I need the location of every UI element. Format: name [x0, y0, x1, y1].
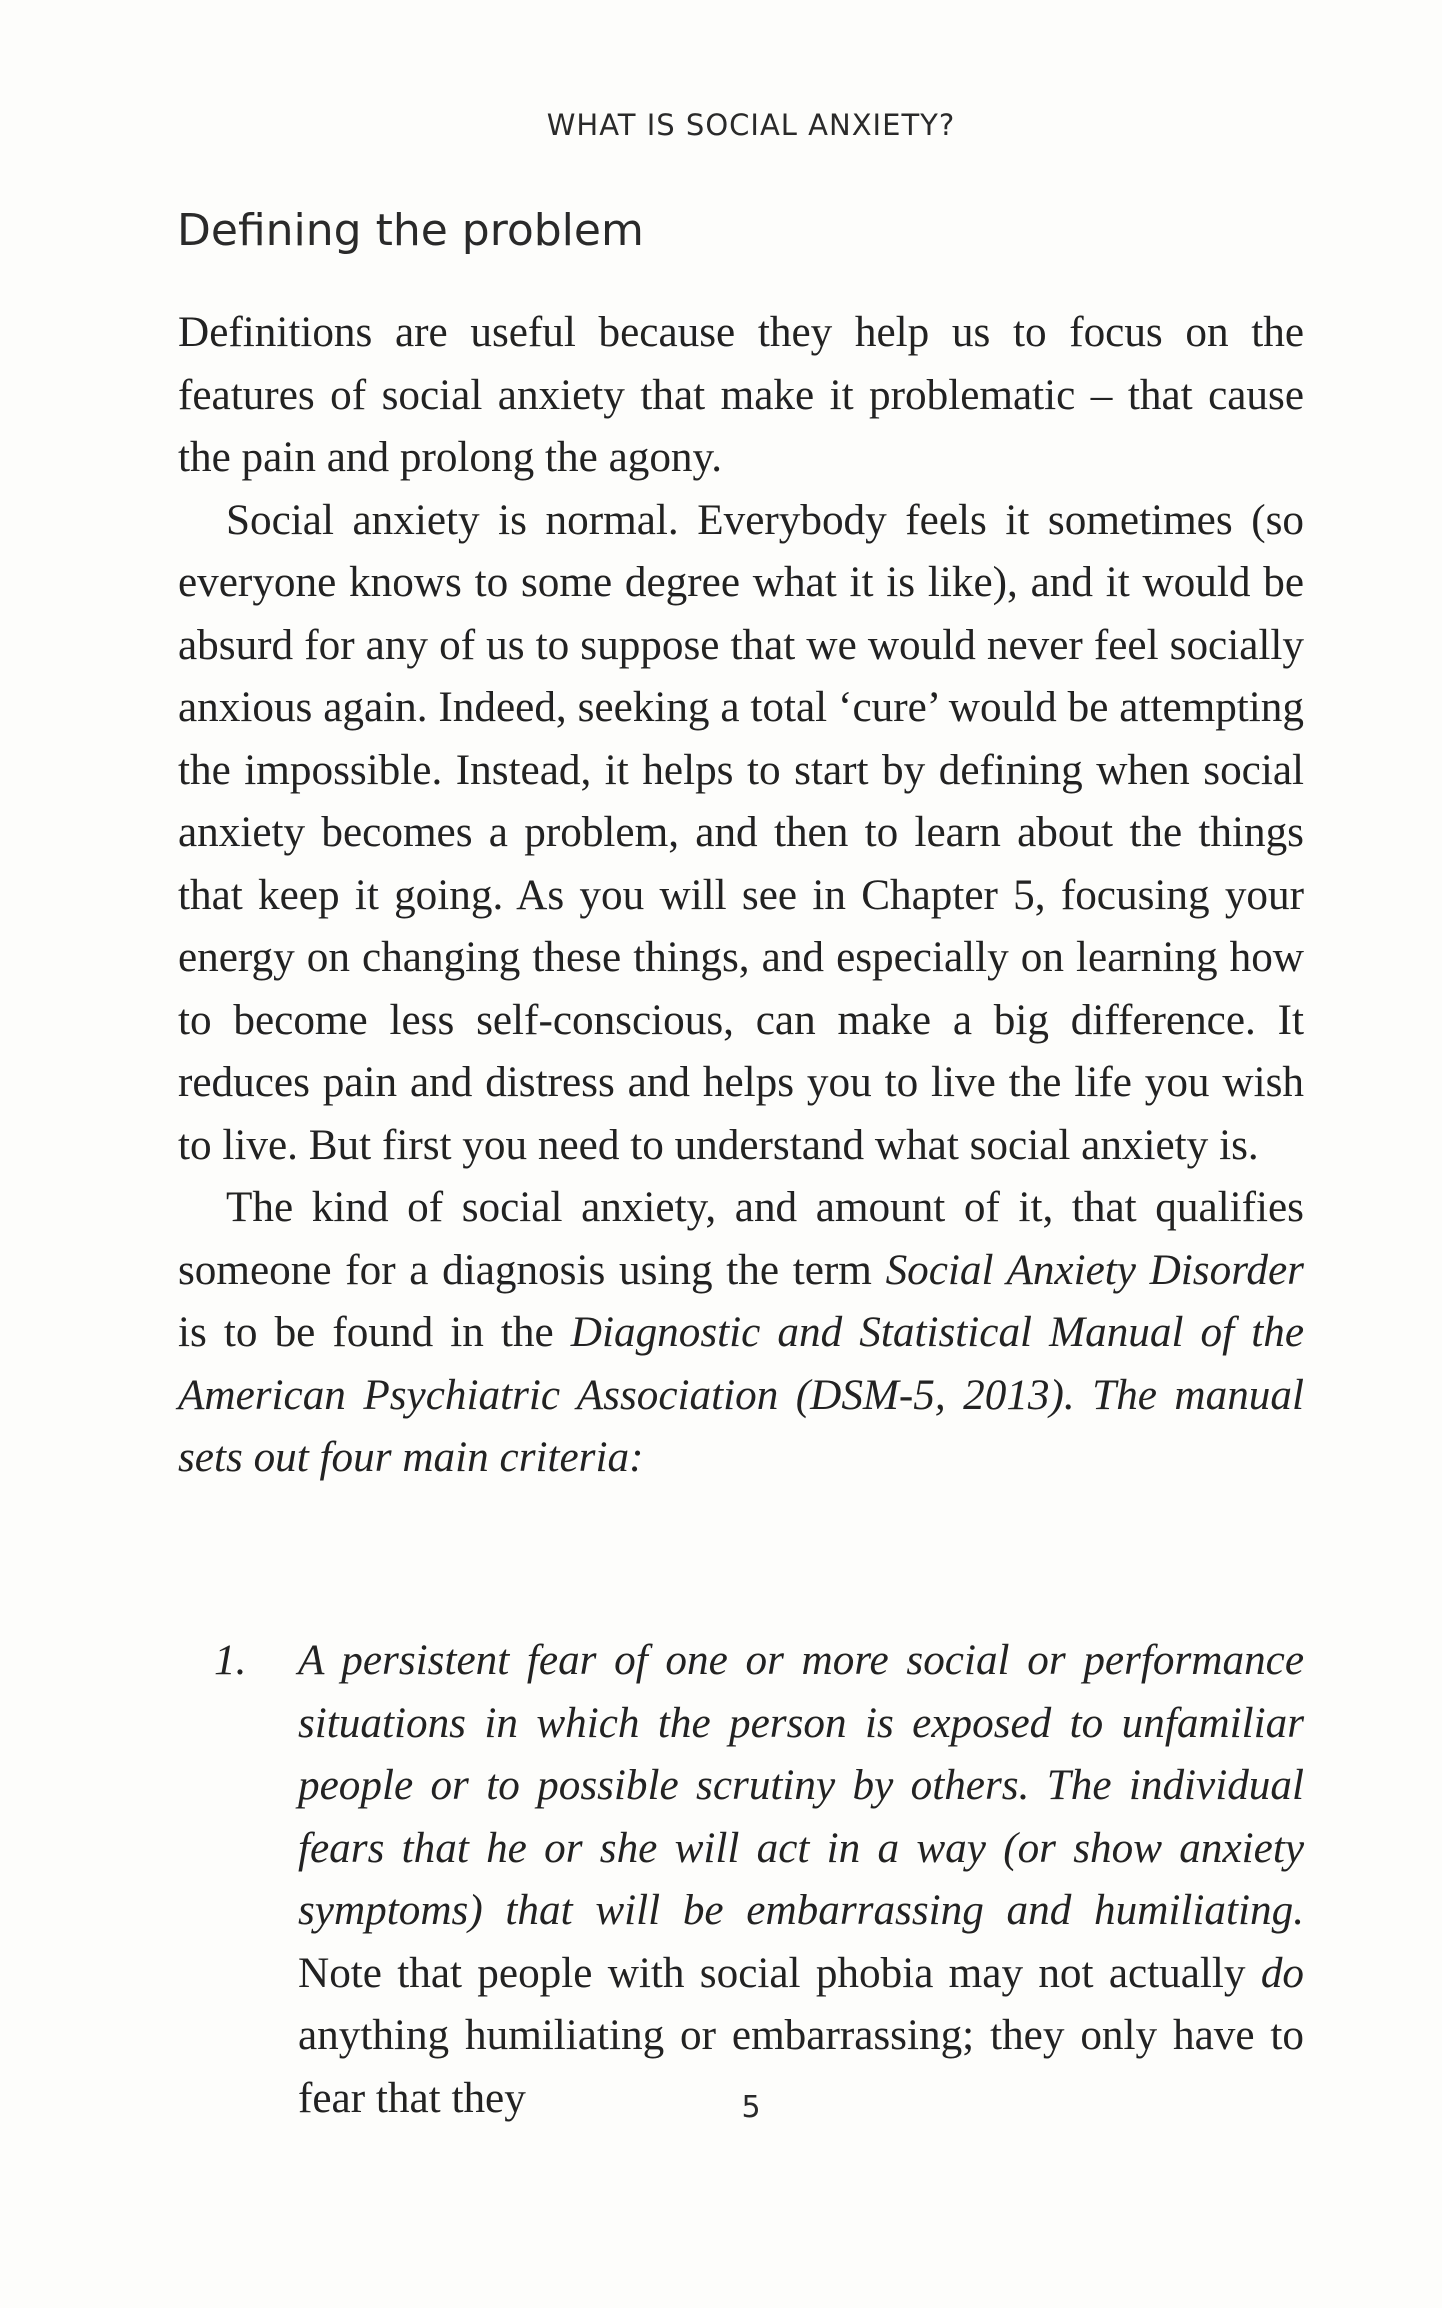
paragraph-definitions: Definitions are useful because they help us to focus on the features of social anxiety that make it problematic – that cause the pain and prolong the agony.: [178, 309, 1304, 481]
disorder-term: Social Anxiety Disorder: [885, 1246, 1304, 1294]
manual-title: Diagnostic and Statistical Manual of the American Psychiatric Association (DSM-5, 2013). The manual sets out four main criteria:: [178, 1309, 1304, 1481]
paragraph-social-anxiety-normal: Social anxiety is normal. Everybody feels it sometimes (so everyone knows to some degree what it is like), and it would be absurd for any of us to suppose that we would never feel socially anxious again. Indeed, seeking a total ‘cure’ would be attempting the impossible. Instead, it helps to start by defining when social anxiety becomes a problem, and then to learn about the things that keep it going. As you will see in Chapter 5, focusing your energy on changing these things, and especially on learning how to become less self-conscious, can make a big difference. It reduces pain and distress and helps you to live the life you wish to live. But first you need to understand what social anxiety is.: [178, 496, 1304, 1169]
running-head: WHAT IS SOCIAL ANXIETY?: [546, 108, 956, 142]
page-number: 5: [741, 2090, 761, 2125]
list-item-number: 1.: [214, 1637, 247, 1684]
paragraph-diagnosis: [178, 1177, 1304, 1490]
criterion-emphasis: do: [1260, 1949, 1304, 1997]
body-text: [178, 302, 1304, 1490]
list-item: [178, 1630, 1304, 2130]
section-title: Defining the problem: [177, 205, 644, 256]
criteria-list: [178, 1630, 1304, 2130]
criterion-note-text: Note that people with social phobia may not actually: [298, 1949, 1261, 1997]
diagnosis-text-1: The kind of social anxiety, and amount of it, that qualifies someone for a diagnosis using the term: [178, 1184, 1304, 1294]
criterion-note-continued: anything humiliating or embarrassing; they only have to fear that they: [298, 2012, 1304, 2122]
criterion-italic-text: A persistent fear of one or more social or performance situations in which the person is exposed to unfamiliar people or to possible scrutiny by others. The individual fears that he or she will act in a way (or show anxiety symptoms) that will be embarrassing and humiliating.: [298, 1637, 1304, 1934]
diagnosis-text-2: is to be found in the: [178, 1309, 571, 1356]
